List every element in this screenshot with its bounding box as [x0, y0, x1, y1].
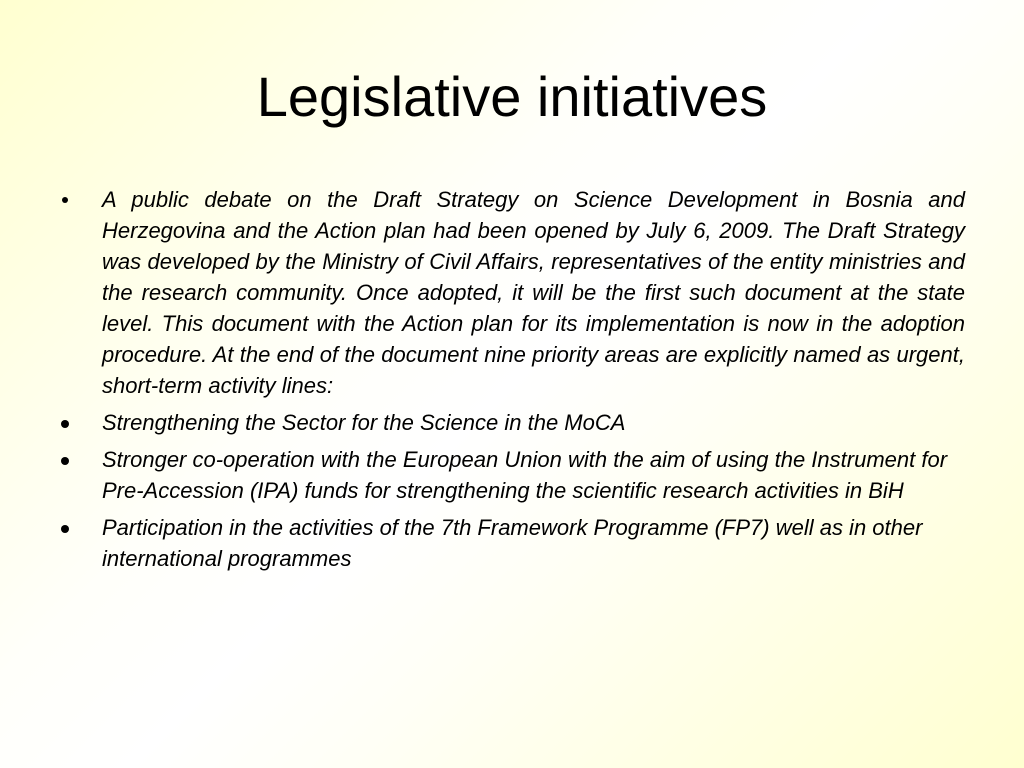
bullet-text: Participation in the activities of the 7th Framework Programme (FP7) well as in other international programmes [102, 515, 923, 571]
bullet-dot-icon [62, 197, 68, 203]
bullet-text: A public debate on the Draft Strategy on Science Development in Bosnia and Herzegovina and the Action plan had been opened by July 6, 2009. The Draft Strategy was developed by the Ministry of Civil Affairs, representatives of the entity ministries and the research community. Once adopted, it will be the first such document at the state level. This document with the Action plan for its implementation is now in the adoption procedure. At the end of the document nine priority areas are explicitly named as urgent, short-term activity lines: [102, 187, 965, 398]
bullet-dot-icon [61, 420, 69, 428]
slide-title: Legislative initiatives [256, 65, 768, 128]
bullet-dot-icon [61, 525, 69, 533]
bullet-text: Stronger co-operation with the European Union with the aim of using the Instrument for Pre-Accession (IPA) funds for strengthening the scientific research activities in BiH [102, 447, 948, 503]
bullet-item [57, 407, 965, 438]
bullet-dot-icon [61, 457, 69, 465]
bullet-item [57, 512, 965, 574]
bullet-text: Strengthening the Sector for the Science in the MoCA [102, 410, 626, 435]
bullet-item-intro [57, 184, 965, 401]
bullet-list [57, 184, 965, 580]
bullet-item [57, 444, 965, 506]
